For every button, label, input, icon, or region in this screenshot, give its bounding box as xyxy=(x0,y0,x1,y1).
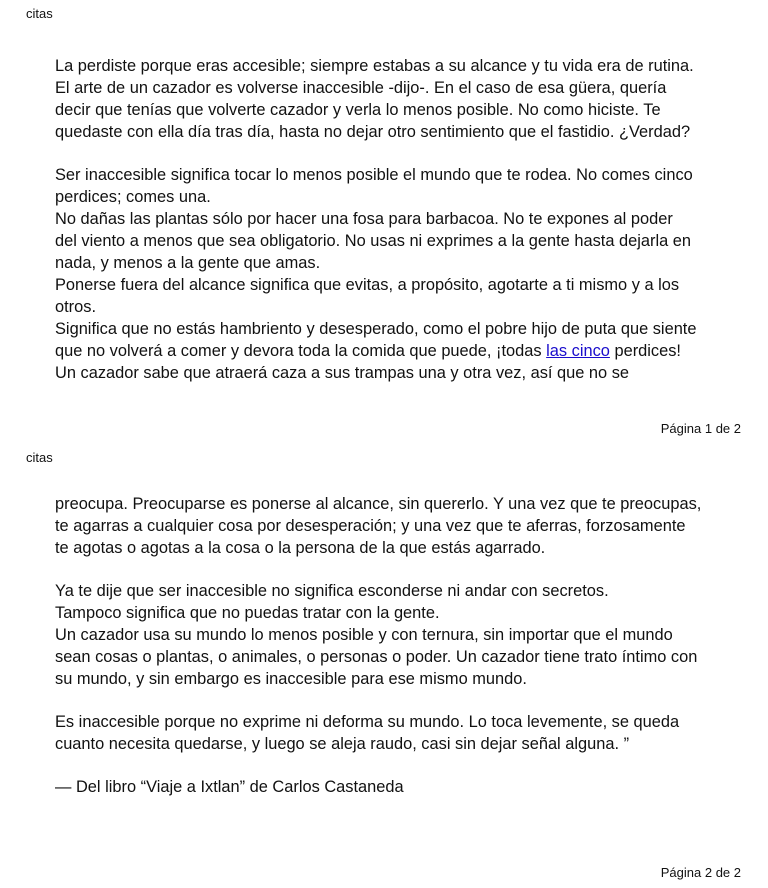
text-line: Un cazador sabe que atraerá caza a sus trampas una y otra vez, así que no se xyxy=(55,364,630,382)
text-line: quedaste con ella día tras día, hasta no dejar otro sentimiento que el fastidio. ¿Verdad? xyxy=(55,123,691,141)
text-segment: que no volverá a comer y devora toda la comida que puede, ¡todas xyxy=(55,342,547,360)
text-line: otros. xyxy=(55,298,96,316)
page-body xyxy=(55,493,725,798)
text-line: No dañas las plantas sólo por hacer una fosa para barbacoa. No te expones al poder xyxy=(55,210,673,228)
text-line: te agotas o agotas a la cosa o la persona de la que estás agarrado. xyxy=(55,539,546,557)
text-line: Ya te dije que ser inaccesible no significa esconderse ni andar con secretos. xyxy=(55,582,609,600)
page-number: Página 2 de 2 xyxy=(660,865,741,880)
las-cinco-link[interactable]: las cinco xyxy=(546,342,610,360)
text-line: Tampoco significa que no puedas tratar con la gente. xyxy=(55,604,440,622)
text-line: sean cosas o plantas, o animales, o personas o poder. Un cazador tiene trato íntimo con xyxy=(55,648,698,666)
page-header: citas xyxy=(26,6,53,21)
text-line: nada, y menos a la gente que amas. xyxy=(55,254,321,272)
paragraph-gap xyxy=(55,143,725,164)
text-line: decir que tenías que volverte cazador y verla lo menos posible. No como hiciste. Te xyxy=(55,101,661,119)
page-number: Página 1 de 2 xyxy=(660,421,741,436)
text-line: Un cazador usa su mundo lo menos posible y con ternura, sin importar que el mundo xyxy=(55,626,673,644)
paragraph-gap xyxy=(55,755,725,776)
text-line: Es inaccesible porque no exprime ni deforma su mundo. Lo toca levemente, se queda xyxy=(55,713,680,731)
text-line: Significa que no estás hambriento y desesperado, como el pobre hijo de puta que siente xyxy=(55,320,697,338)
paragraph-gap xyxy=(55,559,725,580)
text-line: preocupa. Preocuparse es ponerse al alcance, sin quererlo. Y una vez que te preocupas, xyxy=(55,495,702,513)
paragraph-gap xyxy=(55,690,725,711)
text-segment: perdices! xyxy=(609,342,681,360)
text-line: te agarras a cualquier cosa por desesperación; y una vez que te aferras, forzosamente xyxy=(55,517,686,535)
text-line-with-link xyxy=(55,340,725,362)
text-line: su mundo, y sin embargo es inaccesible para ese mismo mundo. xyxy=(55,670,527,688)
page-header: citas xyxy=(26,450,53,465)
text-line: El arte de un cazador es volverse inaccesible -dijo-. En el caso de esa güera, quería xyxy=(55,79,667,97)
text-line: cuanto necesita quedarse, y luego se aleja raudo, casi sin dejar señal alguna. ” xyxy=(55,735,630,753)
text-line: perdices; comes una. xyxy=(55,188,211,206)
text-line: Ser inaccesible significa tocar lo menos posible el mundo que te rodea. No comes cinco xyxy=(55,166,693,184)
text-line: Ponerse fuera del alcance significa que evitas, a propósito, agotarte a ti mismo y a los xyxy=(55,276,680,294)
page-body xyxy=(55,55,725,384)
page-2 xyxy=(0,444,768,888)
text-line: La perdiste porque eras accesible; siempre estabas a su alcance y tu vida era de rutina. xyxy=(55,57,694,75)
text-line: del viento a menos que sea obligatorio. No usas ni exprimes a la gente hasta dejarla en xyxy=(55,232,691,250)
attribution: — Del libro “Viaje a Ixtlan” de Carlos Castaneda xyxy=(55,778,404,796)
